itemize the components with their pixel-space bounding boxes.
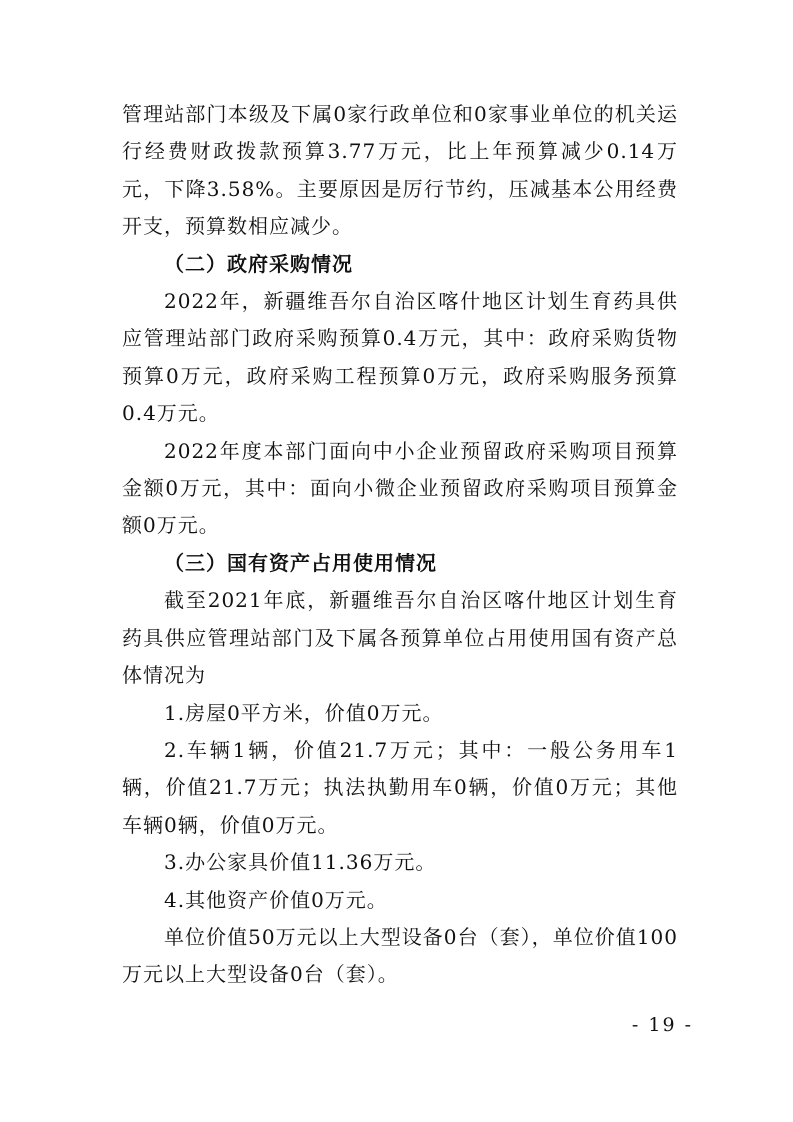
list-item-other-assets: 4.其他资产价值0万元。: [164, 887, 388, 912]
list-item-buildings: 1.房屋0平方米，价值0万元。: [164, 700, 444, 725]
paragraph-procurement-budget: 2022年，新疆维吾尔自治区喀什地区计划生育药具供应管理站部门政府采购预算0.4万元，其中：政府采购货物预算0万元，政府采购工程预算0万元，政府采购服务预算0.4万元。: [122, 289, 678, 426]
paragraph-assets-overview: 截至2021年底，新疆维吾尔自治区喀什地区计划生育药具供应管理站部门及下属各预算单位占用使用国有资产总体情况为: [122, 588, 678, 688]
body-text: [122, 96, 678, 994]
paragraph-sme-reserved-budget: 2022年度本部门面向中小企业预留政府采购项目预算金额0万元，其中：面向小微企业预留政府采购项目预算金额0万元。: [122, 438, 678, 538]
paragraph-large-equipment: 单位价值50万元以上大型设备0台（套），单位价值100万元以上大型设备0台（套）。: [122, 924, 678, 987]
heading-state-assets: （三）国有资产占用使用情况: [164, 550, 437, 575]
list-item-furniture: 3.办公家具价值11.36万元。: [164, 850, 437, 875]
paragraph-operating-expenses: 管理站部门本级及下属0家行政单位和0家事业单位的机关运行经费财政拨款预算3.77万元，比上年预算减少0.14万元，下降3.58%。主要原因是厉行节约，压减基本公用经费开支，预算数相应减少。: [122, 102, 678, 239]
page-number: - 19 -: [631, 1014, 693, 1036]
list-item-vehicles: 2.车辆1辆，价值21.7万元；其中：一般公务用车1辆，价值21.7万元；执法执勤用车0辆，价值0万元；其他车辆0辆，价值0万元。: [122, 737, 678, 837]
heading-government-procurement: （二）政府采购情况: [164, 251, 353, 276]
